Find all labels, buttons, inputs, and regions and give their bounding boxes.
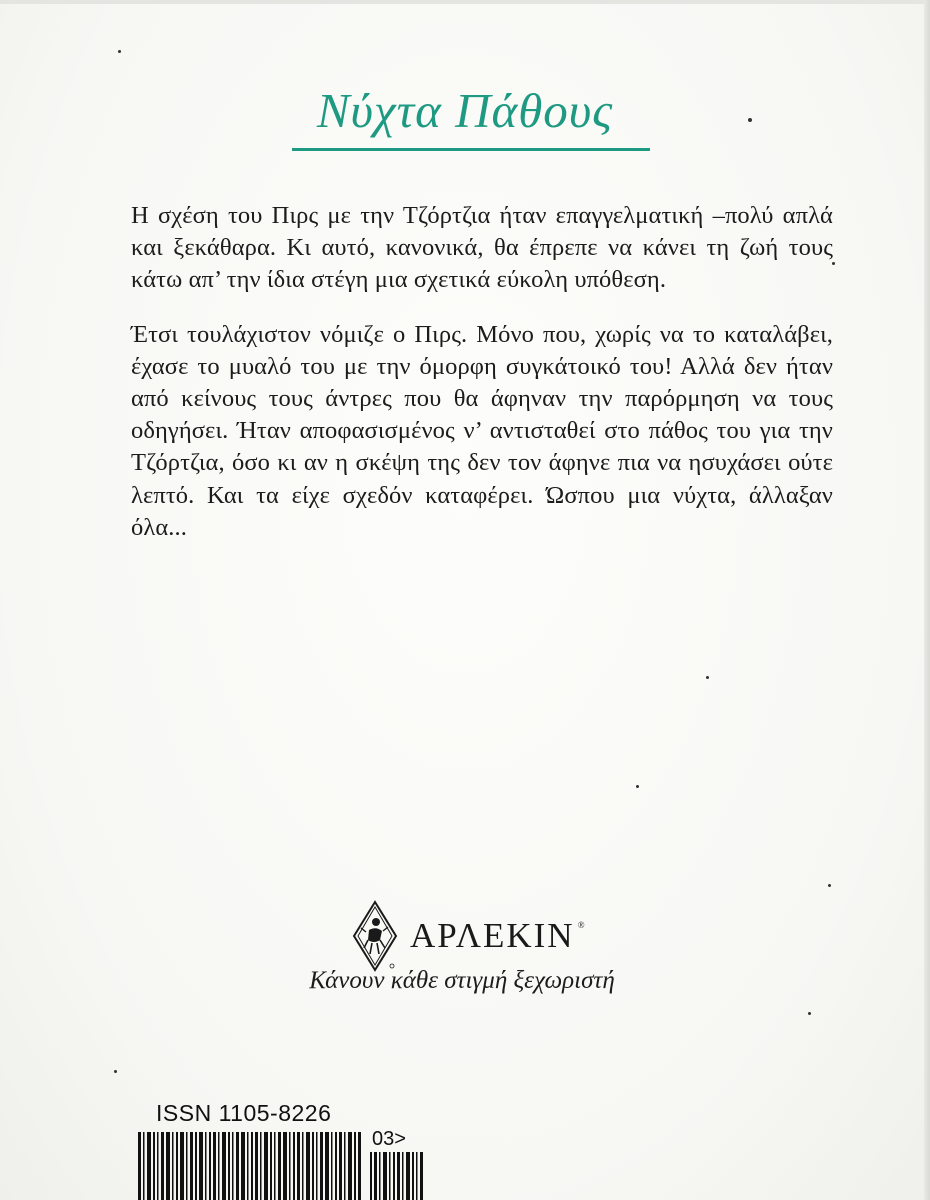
registered-mark: ® [577,920,587,930]
barcode-addon [372,1128,406,1151]
publisher-logo [352,900,587,972]
scan-speck [808,1012,811,1015]
title-underline [292,148,650,151]
cover-top-edge [0,0,930,4]
tagline-text: Κάνουν κάθε στιγμή ξεχωριστή [309,967,615,994]
issn-number: ISSN 1105-8226 [156,1100,332,1126]
addon-barcode [370,1152,428,1200]
blurb-text [131,200,833,566]
scan-speck [114,1070,117,1073]
barcode-addon-digits: 03 [372,1128,395,1150]
publisher-tagline [0,967,930,995]
blurb-paragraph: Έτσι τουλάχιστον νόμιζε ο Πιρς. Μόνο που, χωρίς να το καταλάβει, έχασε το μυαλό του με την όμορφη συγκάτοικό του! Αλλά δεν ήταν από κείνους τους άντρες που θα άφηναν την παρόρμηση να τους οδηγήσει. Ήταν αποφασισμένος ν’ αντισταθεί στο πάθος του για την Τζόρτζια, όσο κι αν η σκέψη της δεν τον άφηνε πια να ησυχάσει ούτε λεπτό. Και τα είχε σχεδόν καταφέρει. Ώσπου μια νύχτα, άλλαξαν όλα... [131,320,833,541]
scan-speck [636,785,639,788]
blurb-paragraph: Η σχέση του Πιρς με την Τζόρτζια ήταν επαγγελματική –πολύ απλά και ξεκάθαρα. Κι αυτό, κανονικά, θα έπρεπε να κάνει τη ζωή τους κάτω απ’ την ίδια στέγη μια σχετικά εύκολη υπόθεση. [131,202,833,294]
barcode-arrow: > [394,1128,406,1150]
harlequin-diamond-icon [352,900,398,972]
scan-speck [828,884,831,887]
publisher-name [410,916,587,956]
publisher-name-text: ΑΡΛΕΚΙΝ [410,916,575,955]
cover-right-edge [924,0,930,1200]
scan-speck [706,676,709,679]
scan-speck [118,50,121,53]
book-title: Νύχτα Πάθους [316,83,614,138]
barcode [138,1132,364,1200]
